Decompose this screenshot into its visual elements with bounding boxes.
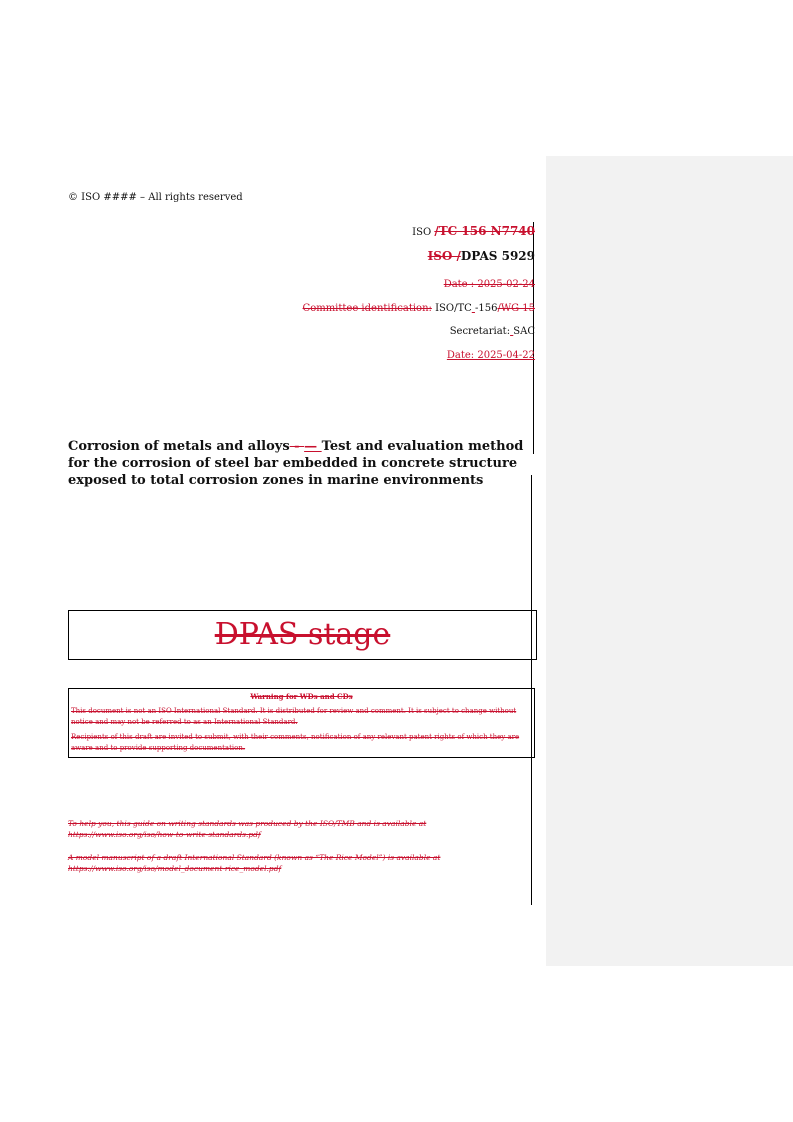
- guide-note-1: [68, 818, 508, 840]
- reference-line: [412, 224, 535, 238]
- copyright-notice: © ISO #### – All rights reserved: [68, 192, 243, 203]
- title-inserted-dash: —: [304, 439, 322, 454]
- guide-2-link[interactable]: https://www.iso.org/iso/model_document-rice_model.pdf: [68, 864, 282, 873]
- date-deleted: Date : 2025-02-24: [443, 279, 535, 290]
- reference-prefix: ISO: [412, 227, 435, 238]
- title-part1: Corrosion of metals and alloys: [68, 439, 290, 454]
- reference-deleted: /TC 156 N7740: [434, 224, 535, 238]
- guide-note-2: [68, 852, 508, 874]
- warning-title: Warning for WDs and CDs: [250, 692, 353, 701]
- committee-kept: ISO/TC: [435, 303, 472, 314]
- document-number: [428, 249, 535, 263]
- committee-line: Committee identification: ISO/TC -156/WG 15: [302, 303, 535, 314]
- committee-number: 156: [478, 303, 498, 314]
- warning-box: [68, 688, 535, 758]
- warning-paragraph-1: This document is not an ISO International Standard. It is distributed for review and comment. It is subject to change without notice and may not be referred to as an International Standard.: [71, 707, 517, 726]
- committee-wg-deleted: /WG 15: [497, 303, 535, 314]
- stage-box: [68, 610, 537, 660]
- title-part2: Test and evaluation method for the corrosion of steel bar embedded in concrete structure exposed to total corrosion zones in marine environments: [68, 439, 524, 488]
- document-title: [68, 438, 538, 489]
- title-deleted-dash: -: [289, 439, 305, 454]
- stage-label: DPAS stage: [214, 617, 391, 652]
- warning-paragraph-2: Recipients of this draft are invited to submit, with their comments, notification of any relevant patent rights of which they are aware and to provide supporting documentation.: [71, 733, 520, 752]
- guide-1-text: To help you, this guide on writing standards was produced by the ISO/TMB and is available at: [68, 819, 427, 828]
- secretariat-line: [450, 326, 535, 337]
- guide-1-link[interactable]: https://www.iso.org/iso/how-to-write-standards.pdf: [68, 830, 261, 839]
- guide-2-text: A model manuscript of a draft International Standard (known as “The Rice Model”) is available at: [68, 853, 441, 862]
- committee-inserted-space: [472, 303, 475, 314]
- committee-label-deleted: Committee identification:: [302, 303, 432, 314]
- secretariat-label: Secretariat:: [449, 326, 511, 337]
- comments-pane: [546, 156, 793, 966]
- doc-number-kept: DPAS 5929: [460, 249, 535, 263]
- doc-number-deleted: ISO /: [427, 249, 461, 263]
- secretariat-value: SAC: [513, 326, 535, 337]
- date-inserted: Date: 2025-04-22: [446, 350, 535, 361]
